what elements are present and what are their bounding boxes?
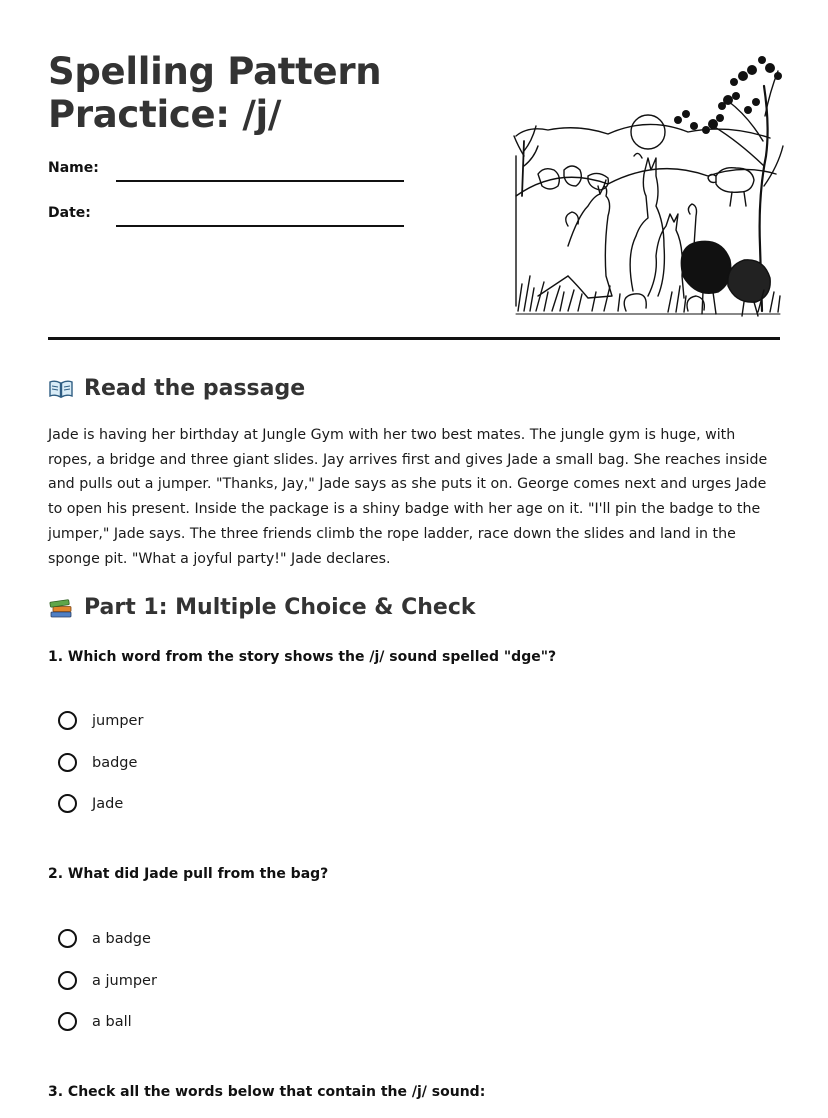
radio-button[interactable] [58, 794, 77, 813]
option-label: a ball [92, 1013, 132, 1030]
q2-option-jumper[interactable] [58, 971, 157, 990]
passage-heading-text: Read the passage [84, 376, 306, 401]
radio-button[interactable] [58, 711, 77, 730]
radio-button[interactable] [58, 971, 77, 990]
q2-option-ball[interactable] [58, 1012, 132, 1031]
question-2: 2. What did Jade pull from the bag? [48, 866, 329, 882]
name-field[interactable] [116, 180, 404, 182]
open-book-icon [48, 378, 74, 400]
date-field[interactable] [116, 225, 404, 227]
option-label: jumper [92, 712, 144, 729]
question-1: 1. Which word from the story shows the /j/ sound spelled "dge"? [48, 649, 557, 665]
radio-button[interactable] [58, 929, 77, 948]
title-line-2: Practice: /j/ [48, 93, 282, 136]
option-label: badge [92, 754, 138, 771]
part1-heading-text: Part 1: Multiple Choice & Check [84, 595, 476, 620]
q2-option-badge[interactable] [58, 929, 151, 948]
title-line-1: Spelling Pattern [48, 50, 382, 93]
radio-button[interactable] [58, 753, 77, 772]
name-label: Name: [48, 160, 99, 176]
reading-passage: Jade is having her birthday at Jungle Gym with her two best mates. The jungle gym is huge, with ropes, a bridge and three giant slides. Jay arrives first and gives Jade a small bag. She reaches inside and pulls out a jumper. "Thanks, Jay," Jade says as she puts it on. George comes next and urges Jade to open his present. Inside the package is a shiny badge with her age on it. "I'll pin the badge to the jumper," Jade says. The three friends climb the rope ladder, race down the slides and land in the sponge pit. "What a joyful party!" Jade declares. [48, 427, 768, 567]
option-label: Jade [92, 795, 124, 812]
header-divider [48, 337, 780, 340]
option-label: a badge [92, 930, 151, 947]
passage-heading [48, 376, 305, 401]
question-3: 3. Check all the words below that contain the /j/ sound: [48, 1084, 486, 1100]
page-title [48, 50, 381, 136]
option-label: a jumper [92, 972, 157, 989]
australian-animals-illustration [508, 46, 784, 318]
q1-option-jade[interactable] [58, 794, 123, 813]
q1-option-jumper[interactable] [58, 711, 143, 730]
q1-option-badge[interactable] [58, 753, 137, 772]
radio-button[interactable] [58, 1012, 77, 1031]
date-label: Date: [48, 205, 91, 221]
stacked-books-icon [48, 597, 74, 619]
part1-heading [48, 595, 476, 620]
